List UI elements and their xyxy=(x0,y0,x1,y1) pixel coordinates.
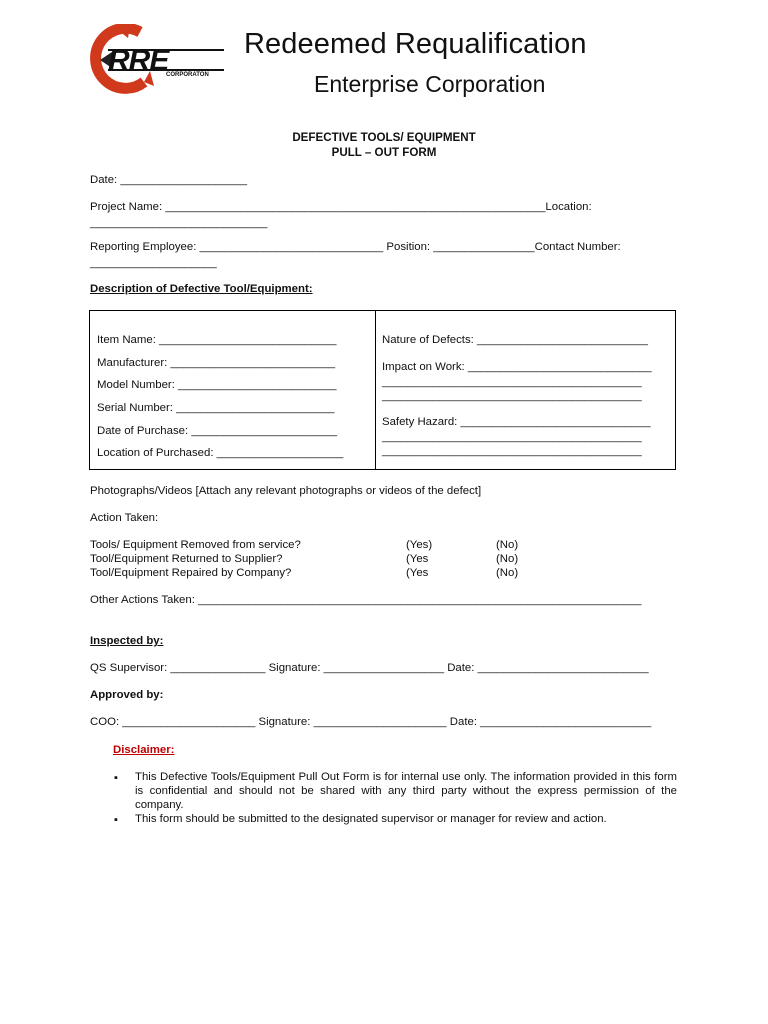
action-returned-yes[interactable]: (Yes xyxy=(406,553,429,565)
company-logo xyxy=(78,24,230,96)
serial-number-field[interactable]: Serial Number: _________________________ xyxy=(97,402,335,414)
inspected-by-fields[interactable]: QS Supervisor: _______________ Signature: ___________________ Date: ___________________________ xyxy=(90,662,649,674)
model-number-field[interactable]: Model Number: _________________________ xyxy=(97,379,337,391)
project-location-field[interactable]: Project Name: ____________________________________________________________Location: xyxy=(90,201,592,213)
safety-hazard-line2[interactable]: _________________________________________ xyxy=(382,431,642,443)
location-of-purchase-field[interactable]: Location of Purchased: ____________________ xyxy=(97,447,344,459)
impact-on-work-line3[interactable]: _________________________________________ xyxy=(382,390,642,402)
bullet-icon: ▪ xyxy=(114,814,118,826)
form-title xyxy=(0,130,768,160)
date-of-purchase-field[interactable]: Date of Purchase: _______________________ xyxy=(97,425,338,437)
other-actions-field[interactable]: Other Actions Taken: ______________________________________________________________________ xyxy=(90,594,642,606)
impact-on-work-line2[interactable]: _________________________________________ xyxy=(382,376,642,388)
action-repaired-yes[interactable]: (Yes xyxy=(406,567,429,579)
company-name-line2: Enterprise Corporation xyxy=(314,71,546,97)
item-name-field[interactable]: Item Name: ____________________________ xyxy=(97,334,337,346)
action-removed-yes[interactable]: (Yes) xyxy=(406,539,433,551)
date-field[interactable]: Date: ____________________ xyxy=(90,174,248,186)
impact-on-work-field[interactable]: Impact on Work: _____________________________ xyxy=(382,361,652,373)
approved-by-heading: Approved by: xyxy=(90,689,164,701)
approved-by-fields[interactable]: COO: _____________________ Signature: _____________________ Date: ___________________________ xyxy=(90,716,652,728)
company-name-line1: Redeemed Requalification xyxy=(244,28,587,60)
logo-text: RRE xyxy=(108,44,169,77)
box-divider xyxy=(375,311,376,469)
defect-description-box xyxy=(89,310,676,470)
form-title-line1: DEFECTIVE TOOLS/ EQUIPMENT xyxy=(292,131,476,144)
logo-subtext: CORPORATON xyxy=(166,72,209,78)
form-title-line2: PULL – OUT FORM xyxy=(331,146,437,159)
location-field-continued[interactable]: ____________________________ xyxy=(90,217,268,229)
disclaimer-heading: Disclaimer: xyxy=(113,744,175,756)
manufacturer-field[interactable]: Manufacturer: __________________________ xyxy=(97,357,336,369)
photographs-instruction: Photographs/Videos [Attach any relevant photographs or videos of the defect] xyxy=(90,485,482,497)
action-repaired-no[interactable]: (No) xyxy=(496,567,519,579)
action-taken-label: Action Taken: xyxy=(90,512,159,524)
reporting-employee-field[interactable]: Reporting Employee: _____________________________ Position: ________________Contact Number: xyxy=(90,241,621,253)
inspected-by-heading: Inspected by: xyxy=(90,635,164,647)
disclaimer-item-1: This Defective Tools/Equipment Pull Out Form is for internal use only. The information provided in this form is confidential and should not be shared with any third party without the express permission of the company. xyxy=(135,771,677,811)
disclaimer-item-2: This form should be submitted to the designated supervisor or manager for review and action. xyxy=(135,813,607,825)
action-returned-label: Tool/Equipment Returned to Supplier? xyxy=(90,553,283,565)
action-removed-label: Tools/ Equipment Removed from service? xyxy=(90,539,301,551)
safety-hazard-line3[interactable]: _________________________________________ xyxy=(382,445,642,457)
contact-number-field-continued[interactable]: ____________________ xyxy=(90,257,217,269)
action-removed-no[interactable]: (No) xyxy=(496,539,519,551)
safety-hazard-field[interactable]: Safety Hazard: ______________________________ xyxy=(382,416,651,428)
nature-of-defects-field[interactable]: Nature of Defects: ___________________________ xyxy=(382,334,649,346)
action-returned-no[interactable]: (No) xyxy=(496,553,519,565)
bullet-icon: ▪ xyxy=(114,772,118,784)
description-heading: Description of Defective Tool/Equipment: xyxy=(90,283,313,295)
action-repaired-label: Tool/Equipment Repaired by Company? xyxy=(90,567,292,579)
